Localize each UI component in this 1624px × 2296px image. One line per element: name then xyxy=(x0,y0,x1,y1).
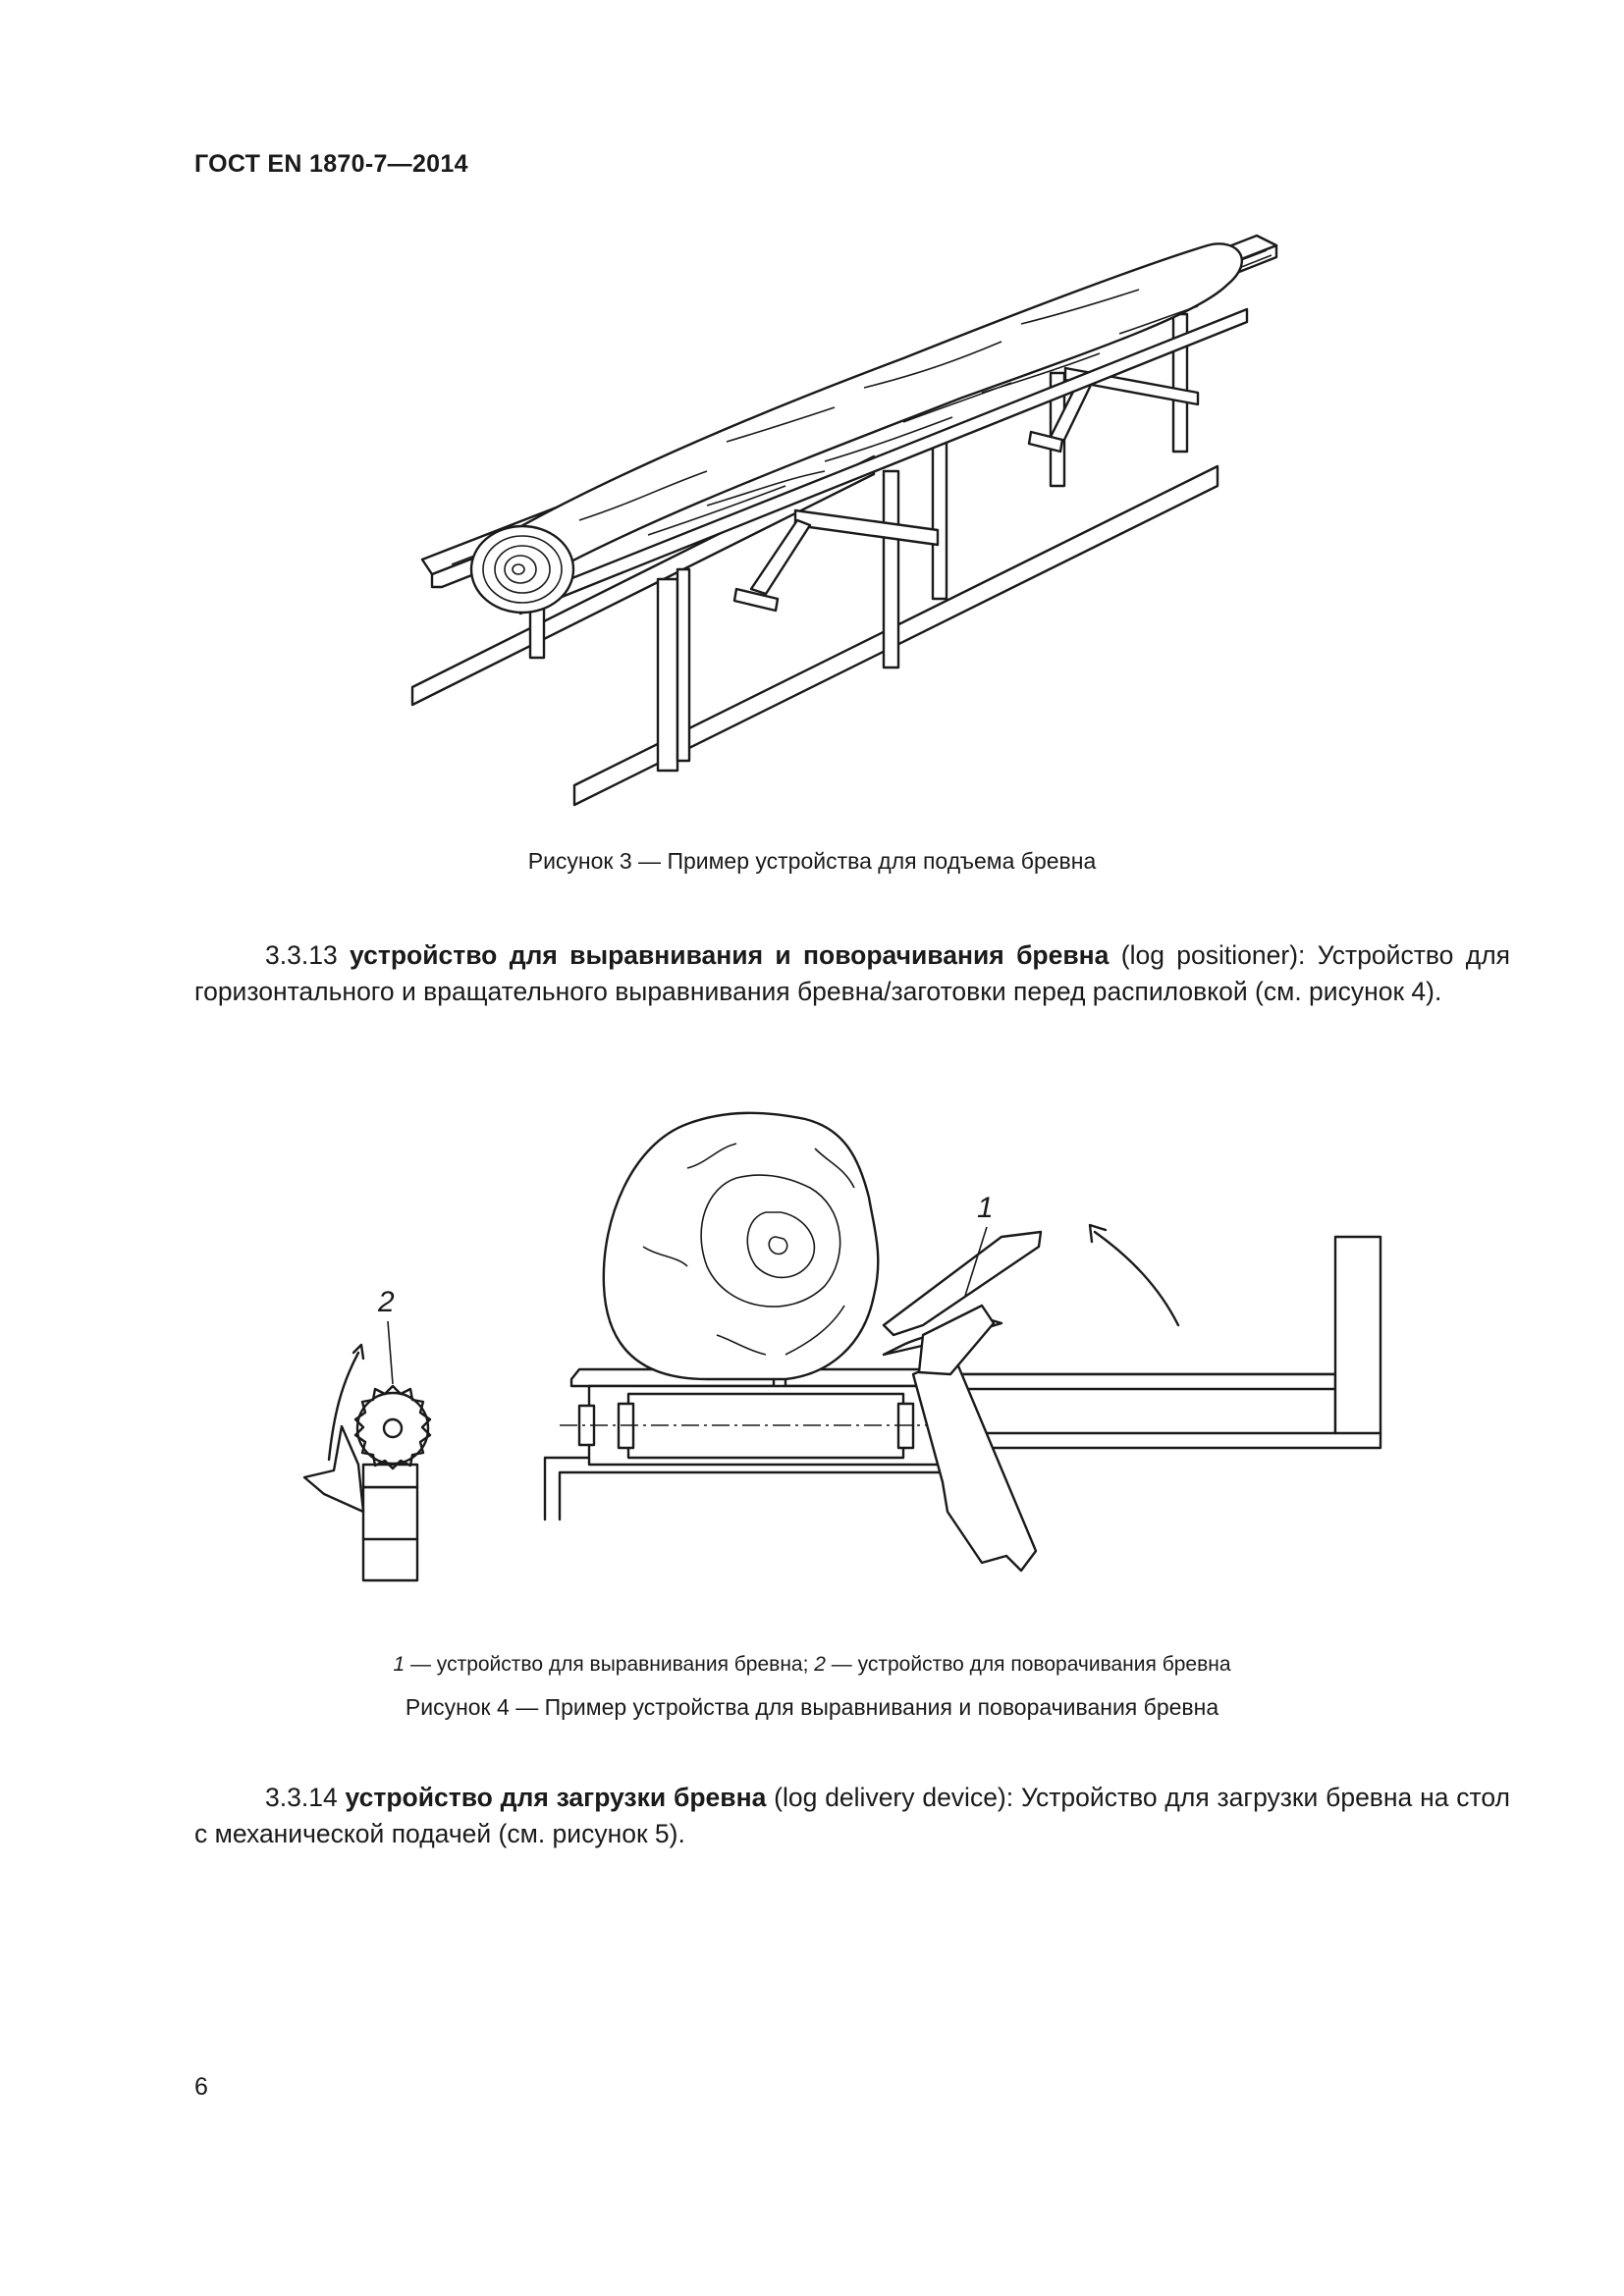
section-3-3-14-number: 3.3.14 xyxy=(265,1783,338,1812)
legend-2-text: — устройство для поворачивания бревна xyxy=(825,1653,1231,1676)
section-3-3-13-definition: Устройство для горизонтального и вращательного выравнивания бревна/заготовки перед распиловкой (см. рисунок 4). xyxy=(194,940,1511,1006)
figure-4-label-2: 2 xyxy=(378,1286,395,1318)
section-3-3-13-term: устройство для выравнивания и поворачивания бревна xyxy=(350,940,1110,970)
section-3-3-14-term: устройство для загрузки бревна xyxy=(345,1783,767,1812)
section-3-3-13-number: 3.3.13 xyxy=(265,940,338,970)
section-3-3-13 xyxy=(194,937,1510,1010)
figure-4-legend xyxy=(0,1653,1624,1677)
page-number: 6 xyxy=(194,2073,208,2101)
section-3-3-14 xyxy=(194,1780,1510,1852)
section-3-3-13-english: (log positioner): xyxy=(1120,940,1306,970)
figure-3-caption: Рисунок 3 — Пример устройства для подъема бревна xyxy=(527,848,1097,874)
log-lifting-device-drawing xyxy=(412,226,1296,815)
section-3-3-14-definition: Устройство для загрузки бревна на стол с механической подачей (см. рисунок 5). xyxy=(194,1783,1510,1848)
legend-1-text: — устройство для выравнивания бревна; xyxy=(405,1653,815,1676)
document-header: ГОСТ EN 1870-7—2014 xyxy=(194,150,468,178)
section-3-3-14-english: (log delivery device): xyxy=(774,1783,1014,1812)
log-positioner-drawing xyxy=(295,1090,1394,1620)
legend-1-number: 1 xyxy=(393,1653,406,1676)
figure-4-caption: Рисунок 4 — Пример устройства для выравнивания и поворачивания бревна xyxy=(405,1694,1219,1720)
figure-4-label-1: 1 xyxy=(977,1192,994,1224)
legend-2-number: 2 xyxy=(814,1653,826,1676)
